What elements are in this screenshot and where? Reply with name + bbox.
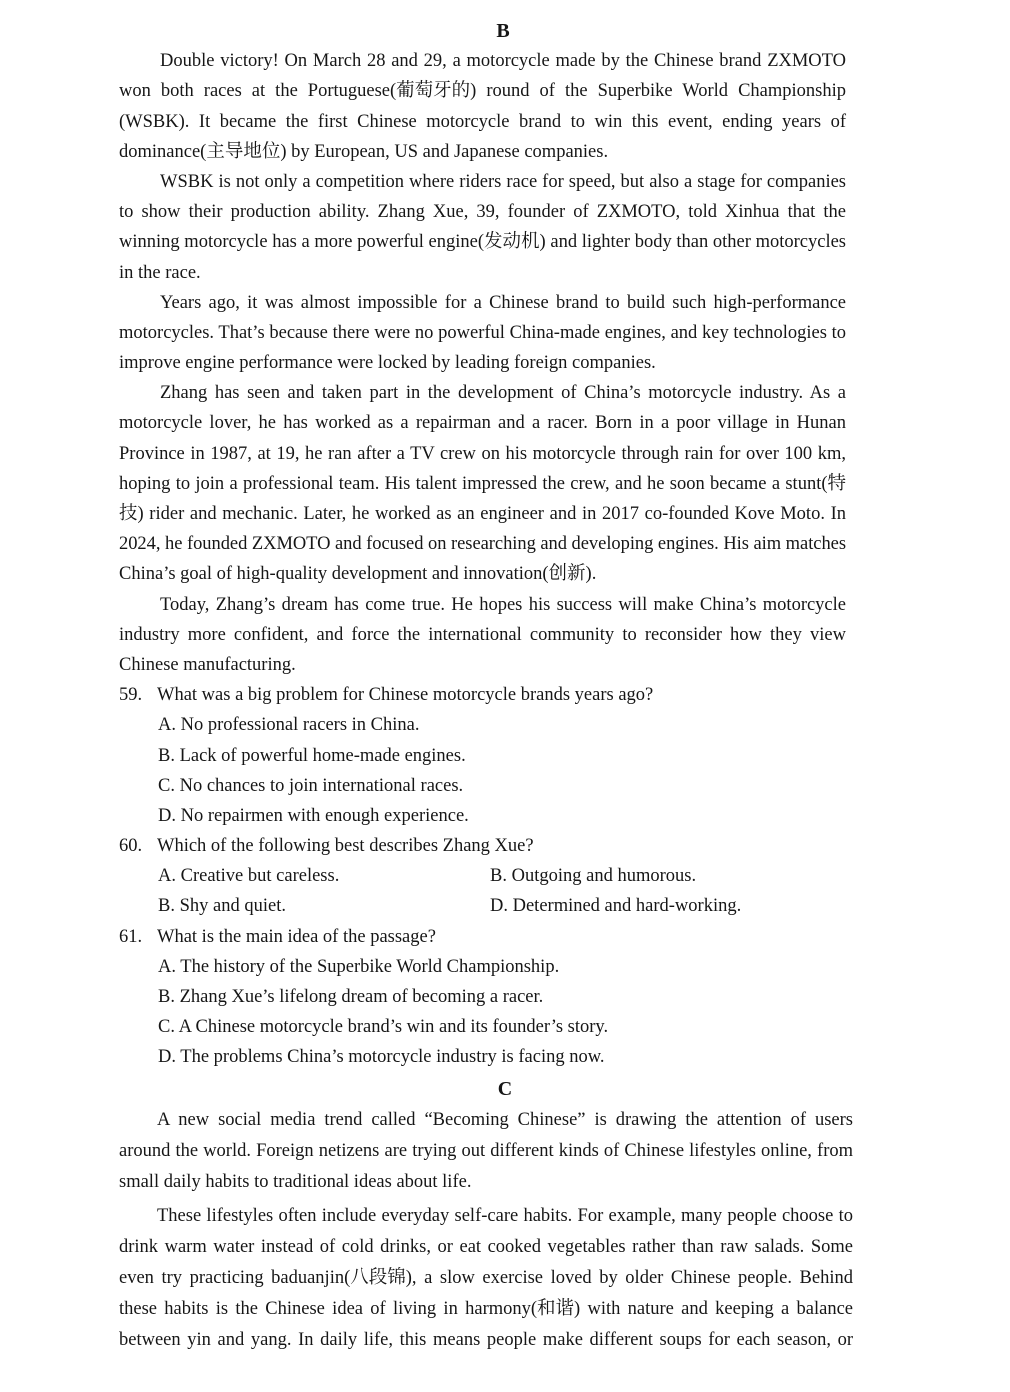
question-number: 59. — [119, 685, 143, 706]
paragraph-line: These lifestyles often include everyday self-care habits. For example, many people choose to — [157, 1205, 853, 1226]
paragraph-line: industry more confident, and force the international community to reconsider how they view — [119, 624, 846, 645]
answer-option: B. Shy and quiet. — [158, 896, 286, 917]
paragraph — [119, 288, 846, 379]
paragraph-line: Chinese manufacturing. — [119, 654, 296, 675]
paragraph-line: hoping to join a professional team. His talent impressed the crew, and he soon became a stunt(特 — [119, 473, 846, 494]
paragraph-line: winning motorcycle has a more powerful engine(发动机) and lighter body than other motorcycles — [119, 232, 846, 253]
answer-option: B. Lack of powerful home-made engines. — [158, 745, 466, 766]
paragraph-line: these habits is the Chinese idea of living in harmony(和谐) with nature and keeping a balance — [119, 1298, 853, 1319]
question — [119, 831, 846, 861]
section-heading: B — [496, 20, 510, 42]
paragraph-line: (WSBK). It became the first Chinese motorcycle brand to win this event, ending years of — [119, 111, 846, 132]
answer-option: A. No professional racers in China. — [158, 715, 420, 736]
paragraph-line: Province in 1987, at 19, he ran after a TV crew on his motorcycle through rain for over 100 km, — [119, 443, 846, 464]
question-block — [119, 680, 846, 831]
paragraph-line: around the world. Foreign netizens are trying out different kinds of Chinese lifestyles online, from — [119, 1140, 853, 1161]
paragraph-line: motorcycle lover, he has worked as a repairman and a racer. Born in a poor village in Hunan — [119, 413, 846, 434]
question-number: 61. — [119, 926, 143, 947]
reading-section-b — [119, 16, 846, 1073]
question — [119, 680, 846, 710]
answer-option: C. A Chinese motorcycle brand’s win and its founder’s story. — [158, 1017, 609, 1038]
question-number: 60. — [119, 836, 143, 857]
answer-option-row — [119, 861, 846, 891]
paragraph-line: A new social media trend called “Becoming Chinese” is drawing the attention of users — [157, 1109, 853, 1130]
question-text: What was a big problem for Chinese motorcycle brands years ago? — [157, 685, 654, 706]
answer-option: B. Zhang Xue’s lifelong dream of becoming a racer. — [158, 987, 544, 1007]
section-heading: C — [497, 1077, 513, 1100]
paragraph — [119, 1201, 853, 1356]
question-text: What is the main idea of the passage? — [157, 926, 436, 947]
reading-section-c — [119, 1074, 853, 1356]
paragraph-line: won both races at the Portuguese(葡萄牙的) round of the Superbike World Championship — [119, 81, 846, 102]
answer-option: D. The problems China’s motorcycle industry is facing now. — [158, 1047, 605, 1068]
paragraph-line: improve engine performance were locked by leading foreign companies. — [119, 353, 656, 374]
answer-option: D. No repairmen with enough experience. — [158, 805, 469, 826]
paragraph-line: drink warm water instead of cold drinks, or eat cooked vegetables rather than raw salads. Some — [119, 1236, 853, 1257]
question-block — [119, 831, 846, 922]
answer-option: C. No chances to join international races. — [158, 775, 464, 796]
paragraph-line: Today, Zhang’s dream has come true. He hopes his success will make China’s motorcycle — [160, 594, 846, 615]
paragraph-line: Zhang has seen and taken part in the development of China’s motorcycle industry. As a — [160, 383, 846, 404]
paragraph-line: between yin and yang. In daily life, this means people make different soups for each season, or — [119, 1329, 853, 1350]
paragraph — [119, 378, 846, 589]
paragraph — [119, 167, 846, 288]
paragraph-line: even try practicing baduanjin(八段锦), a slow exercise loved by older Chinese people. Behind — [119, 1267, 853, 1288]
paragraph-line: motorcycles. That’s because there were no powerful China-made engines, and key technologies to — [119, 322, 846, 343]
paragraph — [119, 1105, 853, 1198]
answer-option: A. The history of the Superbike World Championship. — [158, 956, 560, 977]
question-block — [119, 922, 846, 1073]
answer-option: B. Outgoing and humorous. — [490, 866, 697, 887]
paragraph-line: small daily habits to traditional ideas about life. — [119, 1171, 472, 1192]
paragraph-line: 技) rider and mechanic. Later, he worked as an engineer and in 2017 co-founded Kove Moto. In — [119, 504, 846, 524]
paragraph-line: 2024, he founded ZXMOTO and focused on researching and developing engines. His aim matches — [119, 534, 846, 555]
answer-option: A. Creative but careless. — [158, 866, 340, 887]
paragraph-line: Double victory! On March 28 and 29, a motorcycle made by the Chinese brand ZXMOTO — [160, 51, 846, 72]
question-text: Which of the following best describes Zhang Xue? — [157, 836, 534, 857]
paragraph-line: in the race. — [119, 262, 201, 283]
paragraph-line: China’s goal of high-quality development and innovation(创新). — [119, 564, 597, 585]
answer-option-row — [119, 891, 846, 921]
paragraph-line: Years ago, it was almost impossible for a Chinese brand to build such high-performance — [160, 292, 846, 313]
paragraph — [119, 590, 846, 681]
question — [119, 922, 846, 952]
paragraph — [119, 46, 846, 167]
answer-option: D. Determined and hard-working. — [490, 896, 742, 917]
paragraph-line: to show their production ability. Zhang Xue, 39, founder of ZXMOTO, told Xinhua that the — [119, 202, 846, 223]
paragraph-line: WSBK is not only a competition where riders race for speed, but also a stage for companies — [160, 171, 846, 192]
paragraph-line: dominance(主导地位) by European, US and Japanese companies. — [119, 141, 609, 162]
